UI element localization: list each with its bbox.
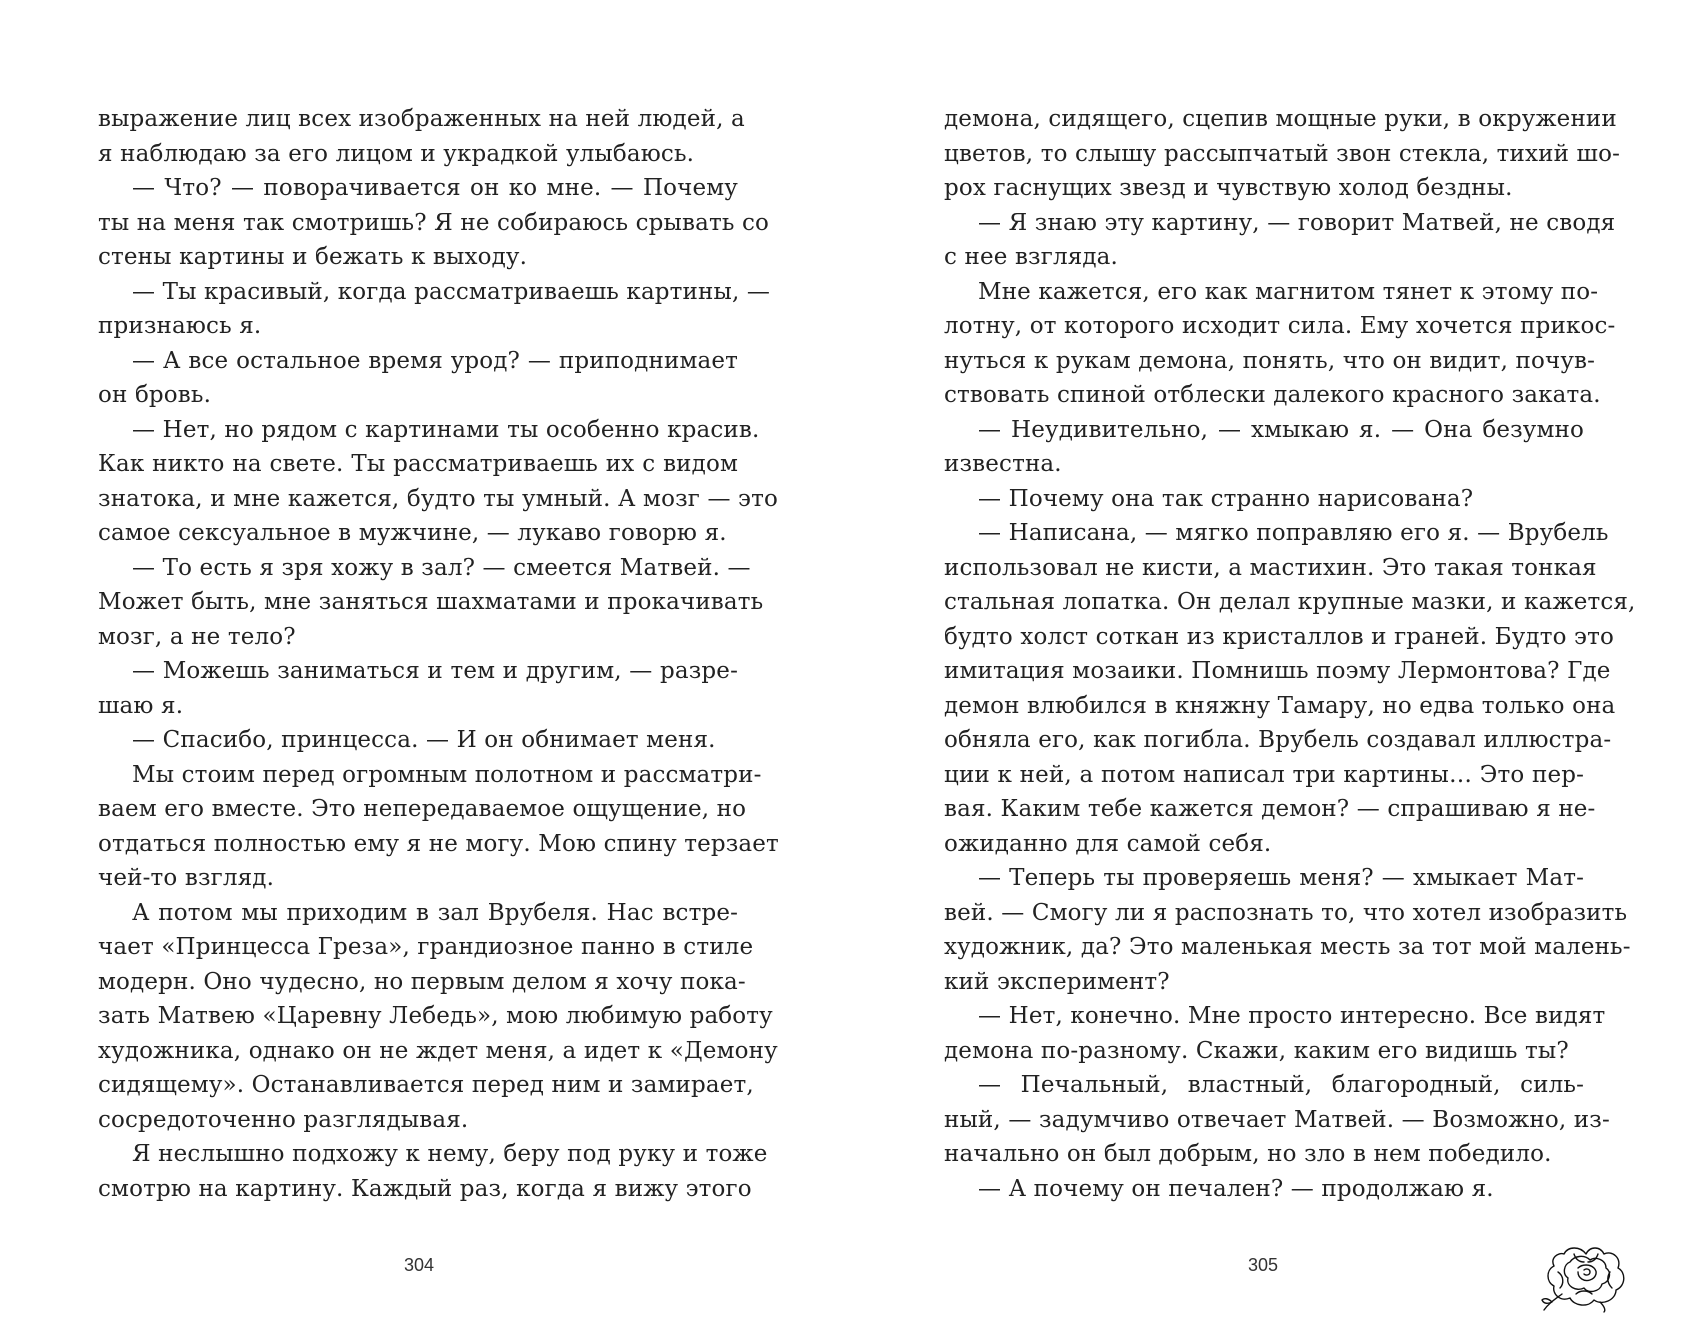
text-line: мозг, а не тело? <box>98 623 296 650</box>
text-line: чей-то взгляд. <box>98 865 275 891</box>
text-line: имитация мозаики. Помнишь поэму Лермонтова? Где <box>944 658 1611 684</box>
text-line: обняла его, как погибла. Врубель создавал иллюстра- <box>944 727 1612 753</box>
text-line: вей. — Смогу ли я распознать то, что хотел изобразить <box>944 899 1628 926</box>
text-line: модерн. Оно чудесно, но первым делом я хочу пока- <box>98 968 746 995</box>
text-line: — Неудивительно, — хмыкаю я. — Она безумно <box>978 416 1584 443</box>
text-line: демон влюбился в княжну Тамару, но едва только она <box>944 692 1616 719</box>
text-line: использовал не кисти, а мастихин. Это такая тонкая <box>944 554 1597 581</box>
text-line: сосредоточенно разглядывая. <box>98 1106 469 1133</box>
text-line: начально он был добрым, но зло в нем победило. <box>944 1141 1552 1167</box>
text-line: самое сексуальное в мужчине, — лукаво говорю я. <box>98 520 727 546</box>
text-line: отдаться полностью ему я не могу. Мою спину терзает <box>98 830 779 857</box>
text-line: А потом мы приходим в зал Врубеля. Нас встре- <box>132 899 738 926</box>
text-line: стальная лопатка. Он делал крупные мазки, и кажется, <box>944 589 1636 615</box>
text-line: признаюсь я. <box>98 313 262 339</box>
text-line: — А почему он печален? — продолжаю я. <box>978 1175 1494 1202</box>
text-line: знатока, и мне кажется, будто ты умный. А мозг — это <box>98 485 778 512</box>
text-line: Мне кажется, его как магнитом тянет к этому по- <box>978 278 1599 305</box>
text-line: — То есть я зря хожу в зал? — смеется Матвей. — <box>132 554 751 581</box>
text-line: смотрю на картину. Каждый раз, когда я вижу этого <box>98 1175 752 1202</box>
text-line: ный, — задумчиво отвечает Матвей. — Возможно, из- <box>944 1106 1610 1133</box>
text-line: — Печальный, властный, благородный, силь- <box>978 1072 1584 1098</box>
text-line: Может быть, мне заняться шахматами и прокачивать <box>98 589 764 615</box>
text-line: — А все остальное время урод? — приподнимает <box>132 347 738 374</box>
text-line: художника, однако он не ждет меня, а идет к «Демону <box>98 1037 778 1064</box>
text-line: — Ты красивый, когда рассматриваешь картины, — <box>132 278 771 305</box>
text-line: — Написана, — мягко поправляю его я. — Врубель <box>978 520 1609 546</box>
text-line: — Нет, конечно. Мне просто интересно. Все видят <box>978 1003 1606 1029</box>
text-line: — Что? — поворачивается он ко мне. — Почему <box>132 175 738 201</box>
text-line: ствовать спиной отблески далекого красного заката. <box>944 382 1601 408</box>
text-line: ожиданно для самой себя. <box>944 830 1272 857</box>
text-line: — Спасибо, принцесса. — И он обнимает меня. <box>132 727 716 753</box>
text-line: кий эксперимент? <box>944 968 1170 995</box>
text-line: зать Матвею «Царевну Лебедь», мою любимую работу <box>98 1003 773 1029</box>
page-number-right: 305 <box>1247 1255 1279 1275</box>
text-line: известна. <box>944 451 1062 477</box>
text-line: ваем его вместе. Это непередаваемое ощущение, но <box>98 796 747 822</box>
text-line: стены картины и бежать к выходу. <box>98 244 528 270</box>
text-line: — Можешь заниматься и тем и другим, — разре- <box>132 658 738 684</box>
page-number-left: 304 <box>403 1255 435 1275</box>
text-line: — Я знаю эту картину, — говорит Матвей, не сводя <box>978 209 1616 236</box>
text-line: демона, сидящего, сцепив мощные руки, в окружении <box>944 106 1617 132</box>
text-line: Как никто на свете. Ты рассматриваешь их с видом <box>98 451 738 477</box>
text-line: вая. Каким тебе кажется демон? — спрашиваю я не- <box>944 796 1596 822</box>
text-line: демона по-разному. Скажи, каким его видишь ты? <box>944 1037 1569 1064</box>
text-line: Я неслышно подхожу к нему, беру под руку и тоже <box>132 1141 768 1167</box>
text-line: — Нет, но рядом с картинами ты особенно красив. <box>132 416 760 443</box>
right-page-text <box>944 102 1636 1206</box>
text-line: нуться к рукам демона, понять, что он видит, почув- <box>944 347 1596 374</box>
text-line: шаю я. <box>98 692 184 719</box>
text-line: он бровь. <box>98 382 212 408</box>
text-line: — Почему она так странно нарисована? <box>978 485 1474 512</box>
text-line: я наблюдаю за его лицом и украдкой улыбаюсь. <box>98 140 695 167</box>
text-line: художник, да? Это маленькая месть за тот мой малень- <box>944 934 1631 960</box>
rose-icon <box>1540 1232 1632 1314</box>
text-line: лотну, от которого исходит сила. Ему хочется прикос- <box>944 313 1616 339</box>
text-line: сидящему». Останавливается перед ним и замирает, <box>98 1072 754 1098</box>
left-page-text <box>98 102 779 1206</box>
text-line: будто холст соткан из кристаллов и граней. Будто это <box>944 623 1614 650</box>
text-line: Мы стоим перед огромным полотном и рассматри- <box>132 761 762 788</box>
text-line: ты на меня так смотришь? Я не собираюсь срывать со <box>98 209 769 236</box>
text-line: цветов, то слышу рассыпчатый звон стекла, тихий шо- <box>944 140 1620 167</box>
text-line: ции к ней, а потом написал три картины… Это пер- <box>944 761 1584 788</box>
text-line: чает «Принцесса Греза», грандиозное панно в стиле <box>98 934 754 960</box>
text-line: — Теперь ты проверяешь меня? — хмыкает Мат- <box>978 865 1584 891</box>
text-line: рох гаснущих звезд и чувствую холод бездны. <box>944 175 1513 201</box>
text-line: выражение лиц всех изображенных на ней людей, а <box>98 106 745 132</box>
text-line: с нее взгляда. <box>944 244 1119 270</box>
